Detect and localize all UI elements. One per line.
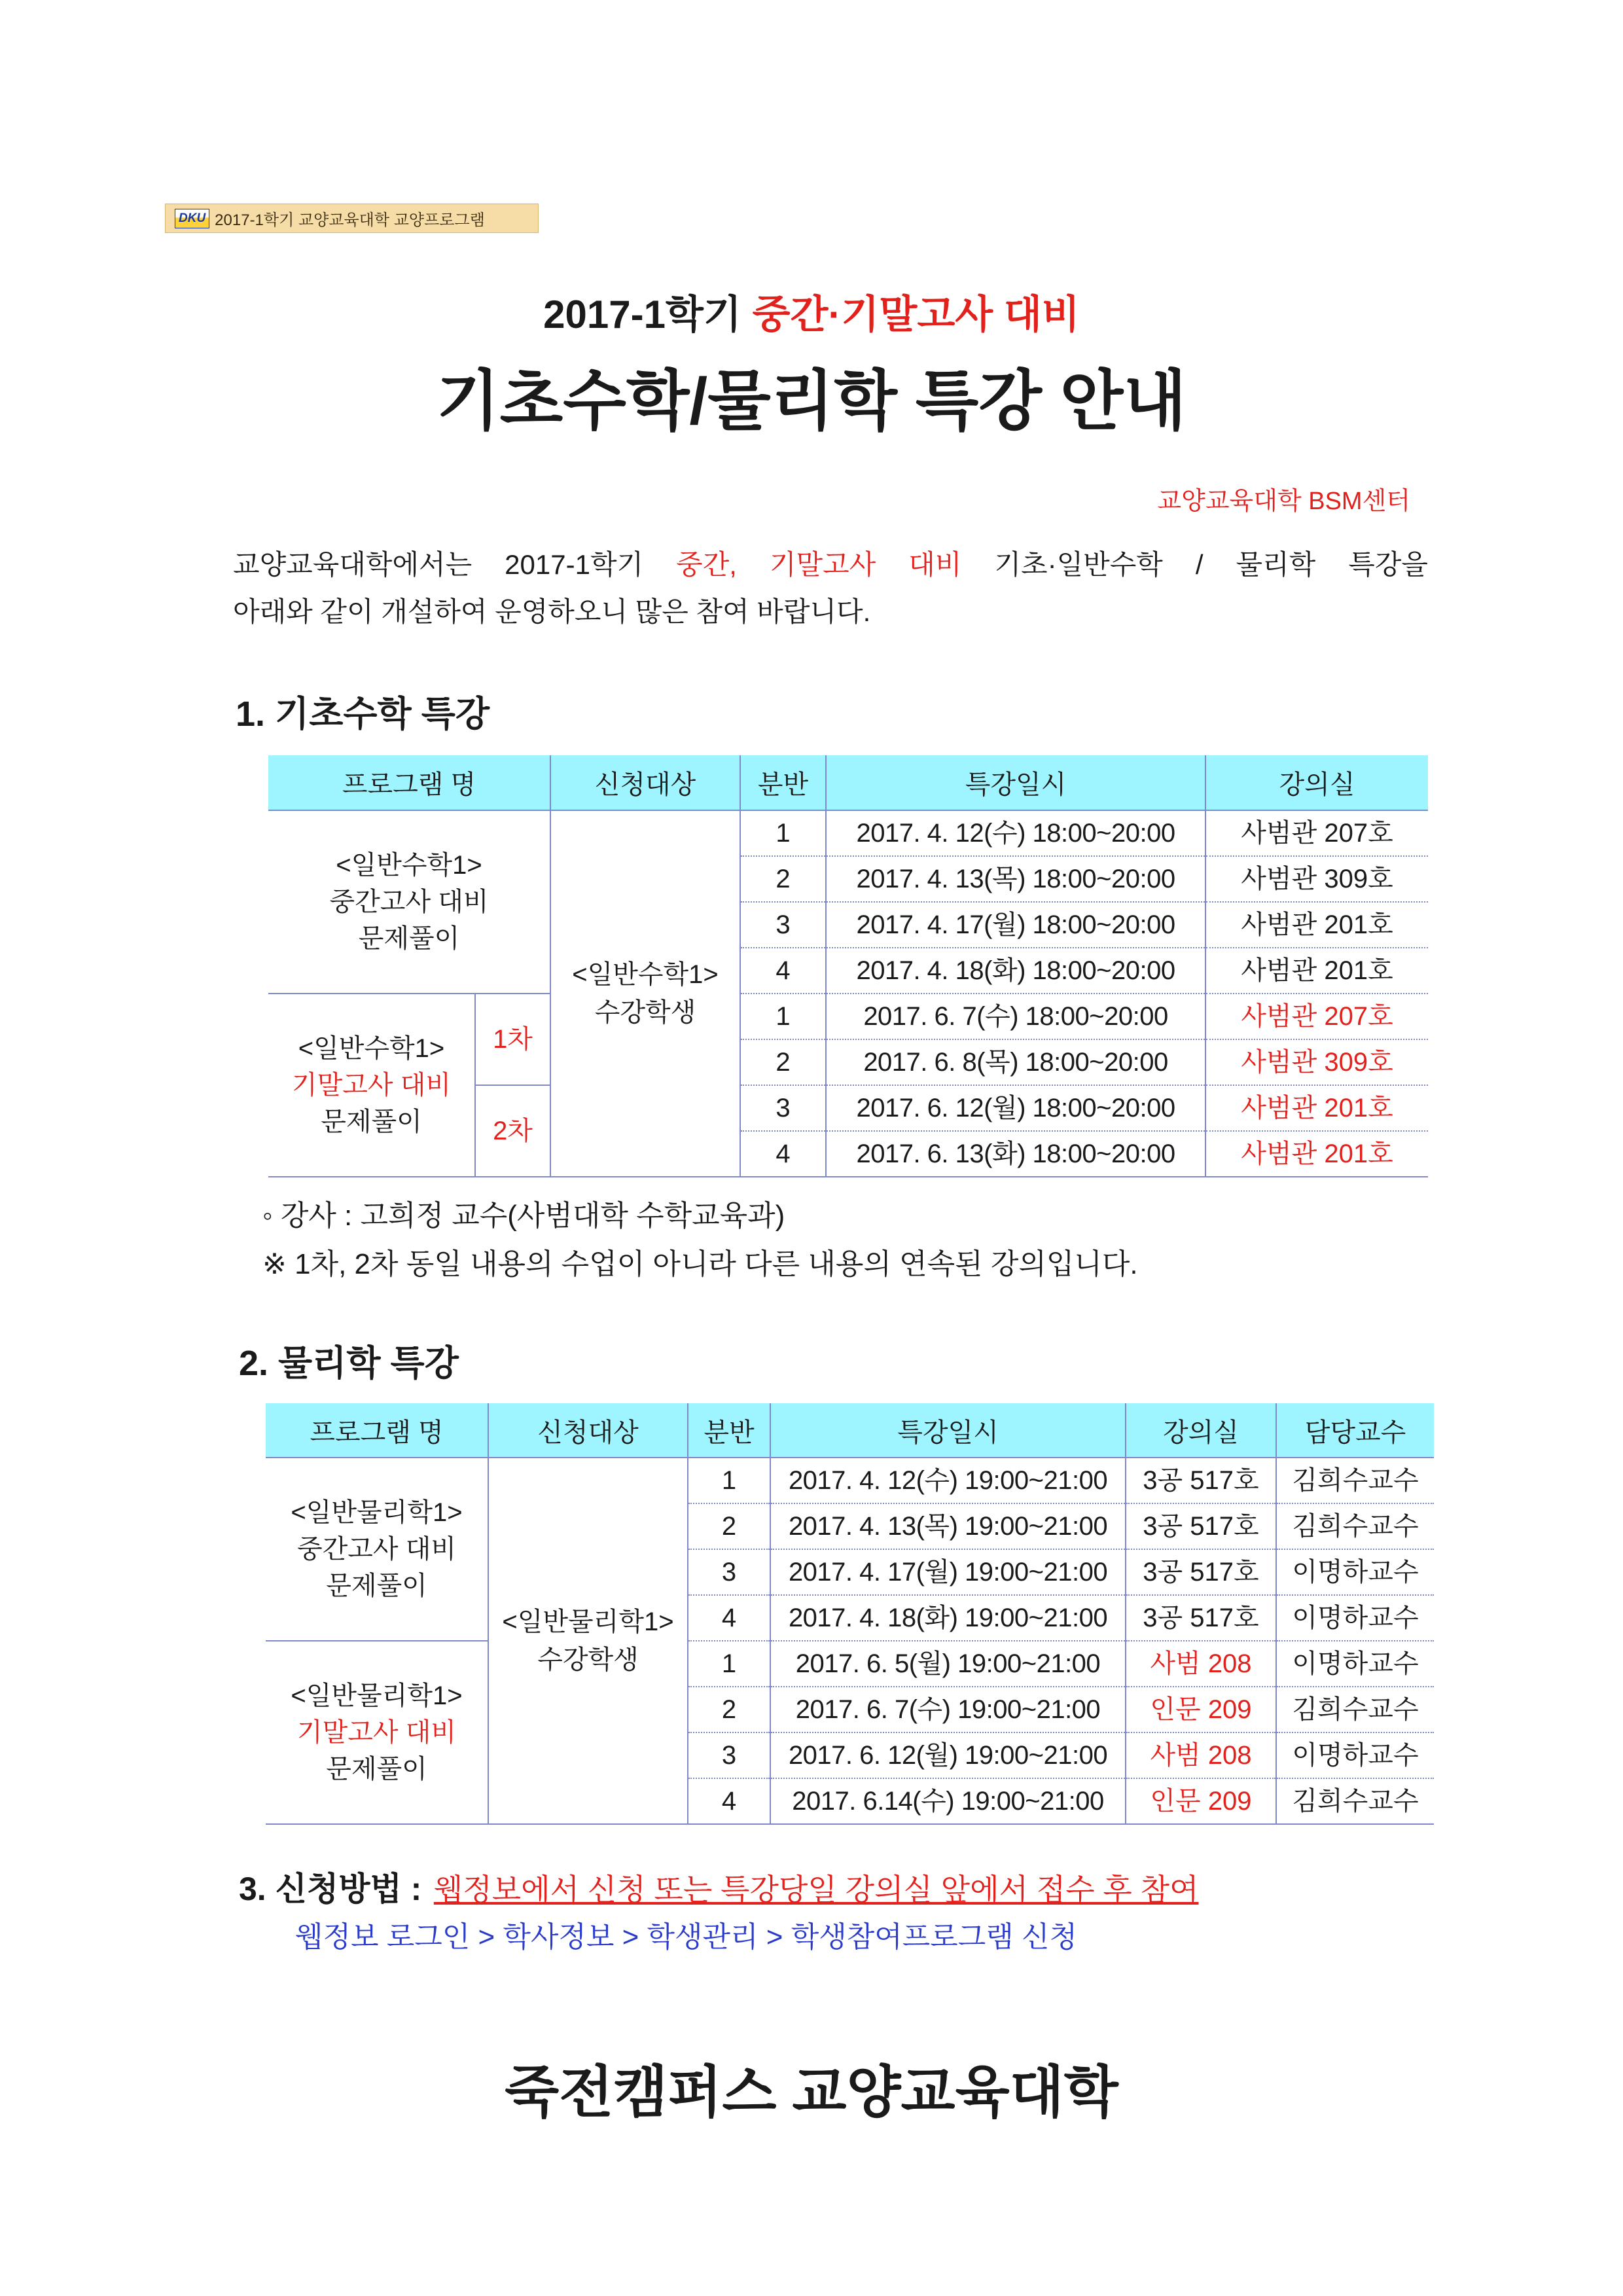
- datetime-cell: 2017. 4. 18(화) 19:00~21:00: [770, 1595, 1126, 1641]
- room-cell: 3공 517호: [1126, 1503, 1276, 1549]
- university-logo: DKU: [175, 209, 209, 228]
- datetime-cell: 2017. 4. 12(수) 19:00~21:00: [770, 1458, 1126, 1503]
- room-cell: 사범관 309호: [1205, 1039, 1428, 1085]
- professor-cell: 이명하교수: [1276, 1641, 1434, 1687]
- professor-cell: 김희수교수: [1276, 1687, 1434, 1732]
- class-cell: 1: [740, 994, 826, 1039]
- column-header-program: 프로그램 명: [266, 1403, 488, 1458]
- application-method-text: 웹정보에서 신청 또는 특강당일 강의실 앞에서 접수 후 참여: [433, 1873, 1199, 1907]
- round-cell: 2차: [475, 1085, 550, 1177]
- room-cell: 사범관 309호: [1205, 856, 1428, 902]
- intro-line-2: 아래와 같이 개설하여 운영하오니 많은 참여 바랍니다.: [233, 596, 871, 627]
- target-line: <일반물리학1>: [502, 1607, 674, 1636]
- intro-highlight: 중간, 기말고사 대비: [676, 549, 962, 580]
- column-header-datetime: 특강일시: [770, 1403, 1126, 1458]
- room-cell: 사범 208: [1126, 1732, 1276, 1778]
- intro-paragraph: [233, 541, 1428, 636]
- column-header-datetime: 특강일시: [826, 755, 1205, 810]
- program-name-cell: [268, 994, 475, 1177]
- column-header-room: 강의실: [1126, 1403, 1276, 1458]
- program-name-cell: [266, 1458, 488, 1641]
- intro-line-1: [233, 541, 1428, 588]
- column-header-class: 분반: [688, 1403, 770, 1458]
- section-heading-apply: 3. 신청방법 :: [239, 1871, 422, 1907]
- class-cell: 2: [688, 1687, 770, 1732]
- professor-cell: 이명하교수: [1276, 1549, 1434, 1595]
- program-name-line: <일반수학1>: [336, 851, 482, 880]
- professor-cell: 김희수교수: [1276, 1778, 1434, 1824]
- class-cell: 3: [740, 1085, 826, 1131]
- datetime-cell: 2017. 4. 18(화) 18:00~20:00: [826, 948, 1205, 994]
- datetime-cell: 2017. 4. 17(월) 19:00~21:00: [770, 1549, 1126, 1595]
- target-cell: [488, 1458, 688, 1824]
- subtitle-highlight: 중간·기말고사 대비: [752, 293, 1080, 336]
- professor-cell: 이명하교수: [1276, 1732, 1434, 1778]
- class-cell: 4: [740, 948, 826, 994]
- program-name-line: <일반물리학1>: [291, 1681, 463, 1710]
- section-heading-math: 1. 기초수학 특강: [236, 694, 490, 734]
- room-cell: 사범관 207호: [1205, 994, 1428, 1039]
- datetime-cell: 2017. 6. 8(목) 18:00~20:00: [826, 1039, 1205, 1085]
- room-cell: 사범관 201호: [1205, 1085, 1428, 1131]
- datetime-cell: 2017. 4. 13(목) 18:00~20:00: [826, 856, 1205, 902]
- program-name-line: <일반물리학1>: [291, 1498, 463, 1527]
- datetime-cell: 2017. 6. 12(월) 18:00~20:00: [826, 1085, 1205, 1131]
- professor-cell: 김희수교수: [1276, 1458, 1434, 1503]
- program-name-line: <일반수학1>: [298, 1034, 445, 1063]
- datetime-cell: 2017. 6. 7(수) 18:00~20:00: [826, 994, 1205, 1039]
- application-menu-path: 웹정보 로그인 > 학사정보 > 학생관리 > 학생참여프로그램 신청: [295, 1921, 1077, 1953]
- footer-campus-name: 죽전캠퍼스 교양교육대학: [505, 2061, 1118, 2124]
- target-line: 수강학생: [537, 1645, 639, 1674]
- program-name-line: 기말고사 대비: [297, 1718, 456, 1747]
- column-header-class: 분반: [740, 755, 826, 810]
- class-cell: 3: [740, 902, 826, 948]
- class-cell: 4: [740, 1131, 826, 1177]
- datetime-cell: 2017. 4. 12(수) 18:00~20:00: [826, 810, 1205, 856]
- program-name-cell: [268, 810, 550, 994]
- room-cell: 사범관 201호: [1205, 902, 1428, 948]
- room-cell: 사범관 201호: [1205, 948, 1428, 994]
- table-header-row: [268, 755, 1428, 810]
- class-cell: 1: [688, 1458, 770, 1503]
- class-cell: 2: [740, 1039, 826, 1085]
- table-row: [266, 1458, 1434, 1503]
- math-lecture-table: [268, 755, 1428, 1177]
- class-cell: 3: [688, 1732, 770, 1778]
- room-cell: 사범 208: [1126, 1641, 1276, 1687]
- subtitle-prefix: 2017-1학기: [543, 293, 741, 336]
- table-row: [268, 994, 1428, 1039]
- program-name-line: 문제풀이: [326, 1755, 427, 1784]
- instructor-note: ◦ 강사 : 고희정 교수(사범대학 수학교육과): [262, 1200, 785, 1232]
- program-name-cell: [266, 1641, 488, 1824]
- class-cell: 1: [688, 1641, 770, 1687]
- class-cell: 1: [740, 810, 826, 856]
- physics-lecture-table: [266, 1403, 1434, 1825]
- datetime-cell: 2017. 6.14(수) 19:00~21:00: [770, 1778, 1126, 1824]
- class-cell: 3: [688, 1549, 770, 1595]
- class-cell: 4: [688, 1595, 770, 1641]
- datetime-cell: 2017. 6. 7(수) 19:00~21:00: [770, 1687, 1126, 1732]
- table-row: [268, 810, 1428, 856]
- table-header-row: [266, 1403, 1434, 1458]
- target-cell: [550, 810, 740, 1177]
- table-row: [266, 1641, 1434, 1687]
- intro-text: 교양교육대학에서는 2017-1학기: [233, 549, 644, 580]
- program-badge-text: 2017-1학기 교양교육대학 교양프로그램: [215, 211, 485, 229]
- column-header-room: 강의실: [1205, 755, 1428, 810]
- intro-text: 기초·일반수학 / 물리학 특강을: [994, 549, 1428, 580]
- room-cell: 사범관 201호: [1205, 1131, 1428, 1177]
- sequence-note: ※ 1차, 2차 동일 내용의 수업이 아니라 다른 내용의 연속된 강의입니다.: [262, 1248, 1138, 1280]
- program-name-line: 문제풀이: [358, 924, 460, 953]
- datetime-cell: 2017. 6. 5(월) 19:00~21:00: [770, 1641, 1126, 1687]
- datetime-cell: 2017. 4. 13(목) 19:00~21:00: [770, 1503, 1126, 1549]
- datetime-cell: 2017. 4. 17(월) 18:00~20:00: [826, 902, 1205, 948]
- room-cell: 3공 517호: [1126, 1549, 1276, 1595]
- target-line: <일반수학1>: [572, 960, 719, 989]
- class-cell: 2: [688, 1503, 770, 1549]
- column-header-target: 신청대상: [550, 755, 740, 810]
- room-cell: 3공 517호: [1126, 1595, 1276, 1641]
- page-subtitle: [0, 291, 1623, 339]
- program-name-line: 중간고사 대비: [329, 888, 489, 916]
- program-name-line: 기말고사 대비: [292, 1071, 451, 1100]
- program-name-line: 문제풀이: [321, 1107, 422, 1136]
- column-header-program: 프로그램 명: [268, 755, 550, 810]
- class-cell: 2: [740, 856, 826, 902]
- room-cell: 3공 517호: [1126, 1458, 1276, 1503]
- column-header-professor: 담당교수: [1276, 1403, 1434, 1458]
- class-cell: 4: [688, 1778, 770, 1824]
- datetime-cell: 2017. 6. 12(월) 19:00~21:00: [770, 1732, 1126, 1778]
- target-line: 수강학생: [594, 998, 696, 1027]
- professor-cell: 이명하교수: [1276, 1595, 1434, 1641]
- round-cell: 1차: [475, 994, 550, 1085]
- professor-cell: 김희수교수: [1276, 1503, 1434, 1549]
- program-name-line: 중간고사 대비: [297, 1535, 456, 1564]
- section-heading-physics: 2. 물리학 특강: [239, 1344, 459, 1383]
- application-method: [239, 1866, 1199, 1912]
- room-cell: 인문 209: [1126, 1778, 1276, 1824]
- room-cell: 사범관 207호: [1205, 810, 1428, 856]
- program-badge: [165, 204, 539, 233]
- column-header-target: 신청대상: [488, 1403, 688, 1458]
- page-title: 기초수학/물리학 특강 안내: [437, 365, 1186, 438]
- datetime-cell: 2017. 6. 13(화) 18:00~20:00: [826, 1131, 1205, 1177]
- organizer-label: 교양교육대학 BSM센터: [1157, 488, 1410, 515]
- program-name-line: 문제풀이: [326, 1571, 427, 1600]
- room-cell: 인문 209: [1126, 1687, 1276, 1732]
